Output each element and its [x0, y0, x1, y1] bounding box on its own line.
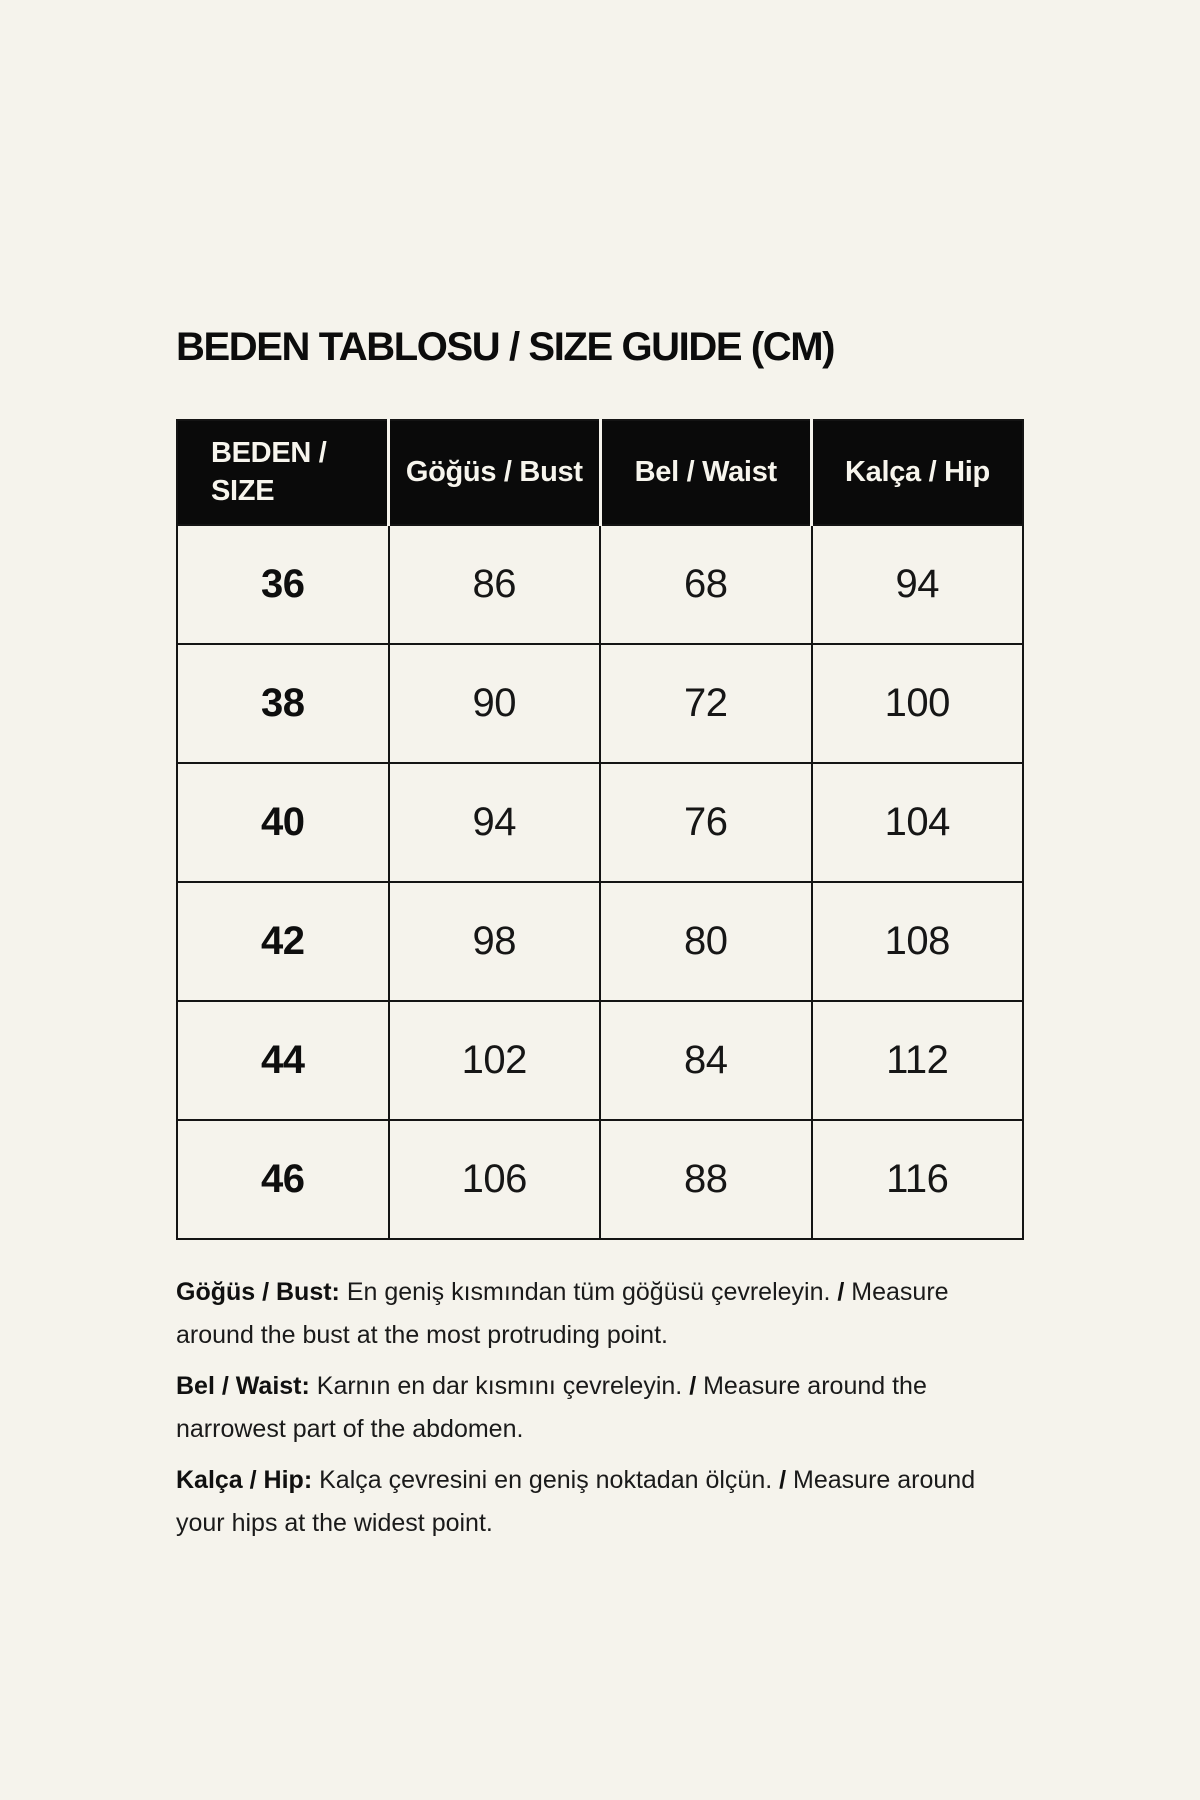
bust-cell: 94: [389, 763, 601, 882]
waist-cell: 84: [600, 1001, 812, 1120]
note-waist: [176, 1365, 1018, 1451]
hip-cell: 100: [812, 644, 1024, 763]
hip-cell: 104: [812, 763, 1024, 882]
table-row-40: [177, 763, 1023, 882]
waist-cell: 76: [600, 763, 812, 882]
header-cell-bust: Göğüs / Bust: [389, 420, 601, 525]
bust-cell: 98: [389, 882, 601, 1001]
size-cell: 38: [177, 644, 389, 763]
note-bust-separator: /: [837, 1278, 845, 1306]
note-bust: [176, 1271, 1018, 1357]
measurement-notes: [176, 1271, 1018, 1553]
waist-cell: 88: [600, 1120, 812, 1239]
header-cell-waist: Bel / Waist: [600, 420, 812, 525]
size-cell: 40: [177, 763, 389, 882]
waist-cell: 68: [600, 525, 812, 644]
bust-cell: 86: [389, 525, 601, 644]
header-cell-size: BEDEN / SIZE: [177, 420, 389, 525]
size-table: [176, 419, 1024, 1240]
size-cell: 42: [177, 882, 389, 1001]
table-row-46: [177, 1120, 1023, 1239]
header-cell-hip: Kalça / Hip: [812, 420, 1024, 525]
hip-cell: 112: [812, 1001, 1024, 1120]
size-table-header: [177, 420, 1023, 525]
table-row-44: [177, 1001, 1023, 1120]
hip-cell: 108: [812, 882, 1024, 1001]
bust-cell: 106: [389, 1120, 601, 1239]
note-hip: [176, 1459, 1018, 1545]
note-bust-turkish: En geniş kısmından tüm göğüsü çevreleyin.: [346, 1278, 831, 1306]
page-title: BEDEN TABLOSU / SIZE GUIDE (CM): [176, 325, 835, 369]
waist-cell: 80: [600, 882, 812, 1001]
size-cell: 36: [177, 525, 389, 644]
note-waist-separator: /: [689, 1372, 697, 1400]
waist-cell: 72: [600, 644, 812, 763]
bust-cell: 102: [389, 1001, 601, 1120]
table-row-38: [177, 644, 1023, 763]
hip-cell: 116: [812, 1120, 1024, 1239]
note-hip-english: Measure around your hips at the widest point.: [176, 1466, 976, 1537]
note-bust-label: Göğüs / Bust:: [176, 1278, 340, 1306]
size-cell: 44: [177, 1001, 389, 1120]
bust-cell: 90: [389, 644, 601, 763]
note-hip-separator: /: [779, 1466, 787, 1494]
note-bust-english: Measure around the bust at the most protruding point.: [176, 1278, 949, 1349]
note-hip-turkish: Kalça çevresini en geniş noktadan ölçün.: [319, 1466, 773, 1494]
hip-cell: 94: [812, 525, 1024, 644]
note-waist-turkish: Karnın en dar kısmını çevreleyin.: [316, 1372, 683, 1400]
size-cell: 46: [177, 1120, 389, 1239]
table-row-36: [177, 525, 1023, 644]
note-waist-english: Measure around the narrowest part of the abdomen.: [176, 1372, 927, 1443]
note-hip-label: Kalça / Hip:: [176, 1466, 313, 1494]
table-row-42: [177, 882, 1023, 1001]
header-row: [177, 420, 1023, 525]
size-table-body: [177, 525, 1023, 1239]
note-waist-label: Bel / Waist:: [176, 1372, 310, 1400]
